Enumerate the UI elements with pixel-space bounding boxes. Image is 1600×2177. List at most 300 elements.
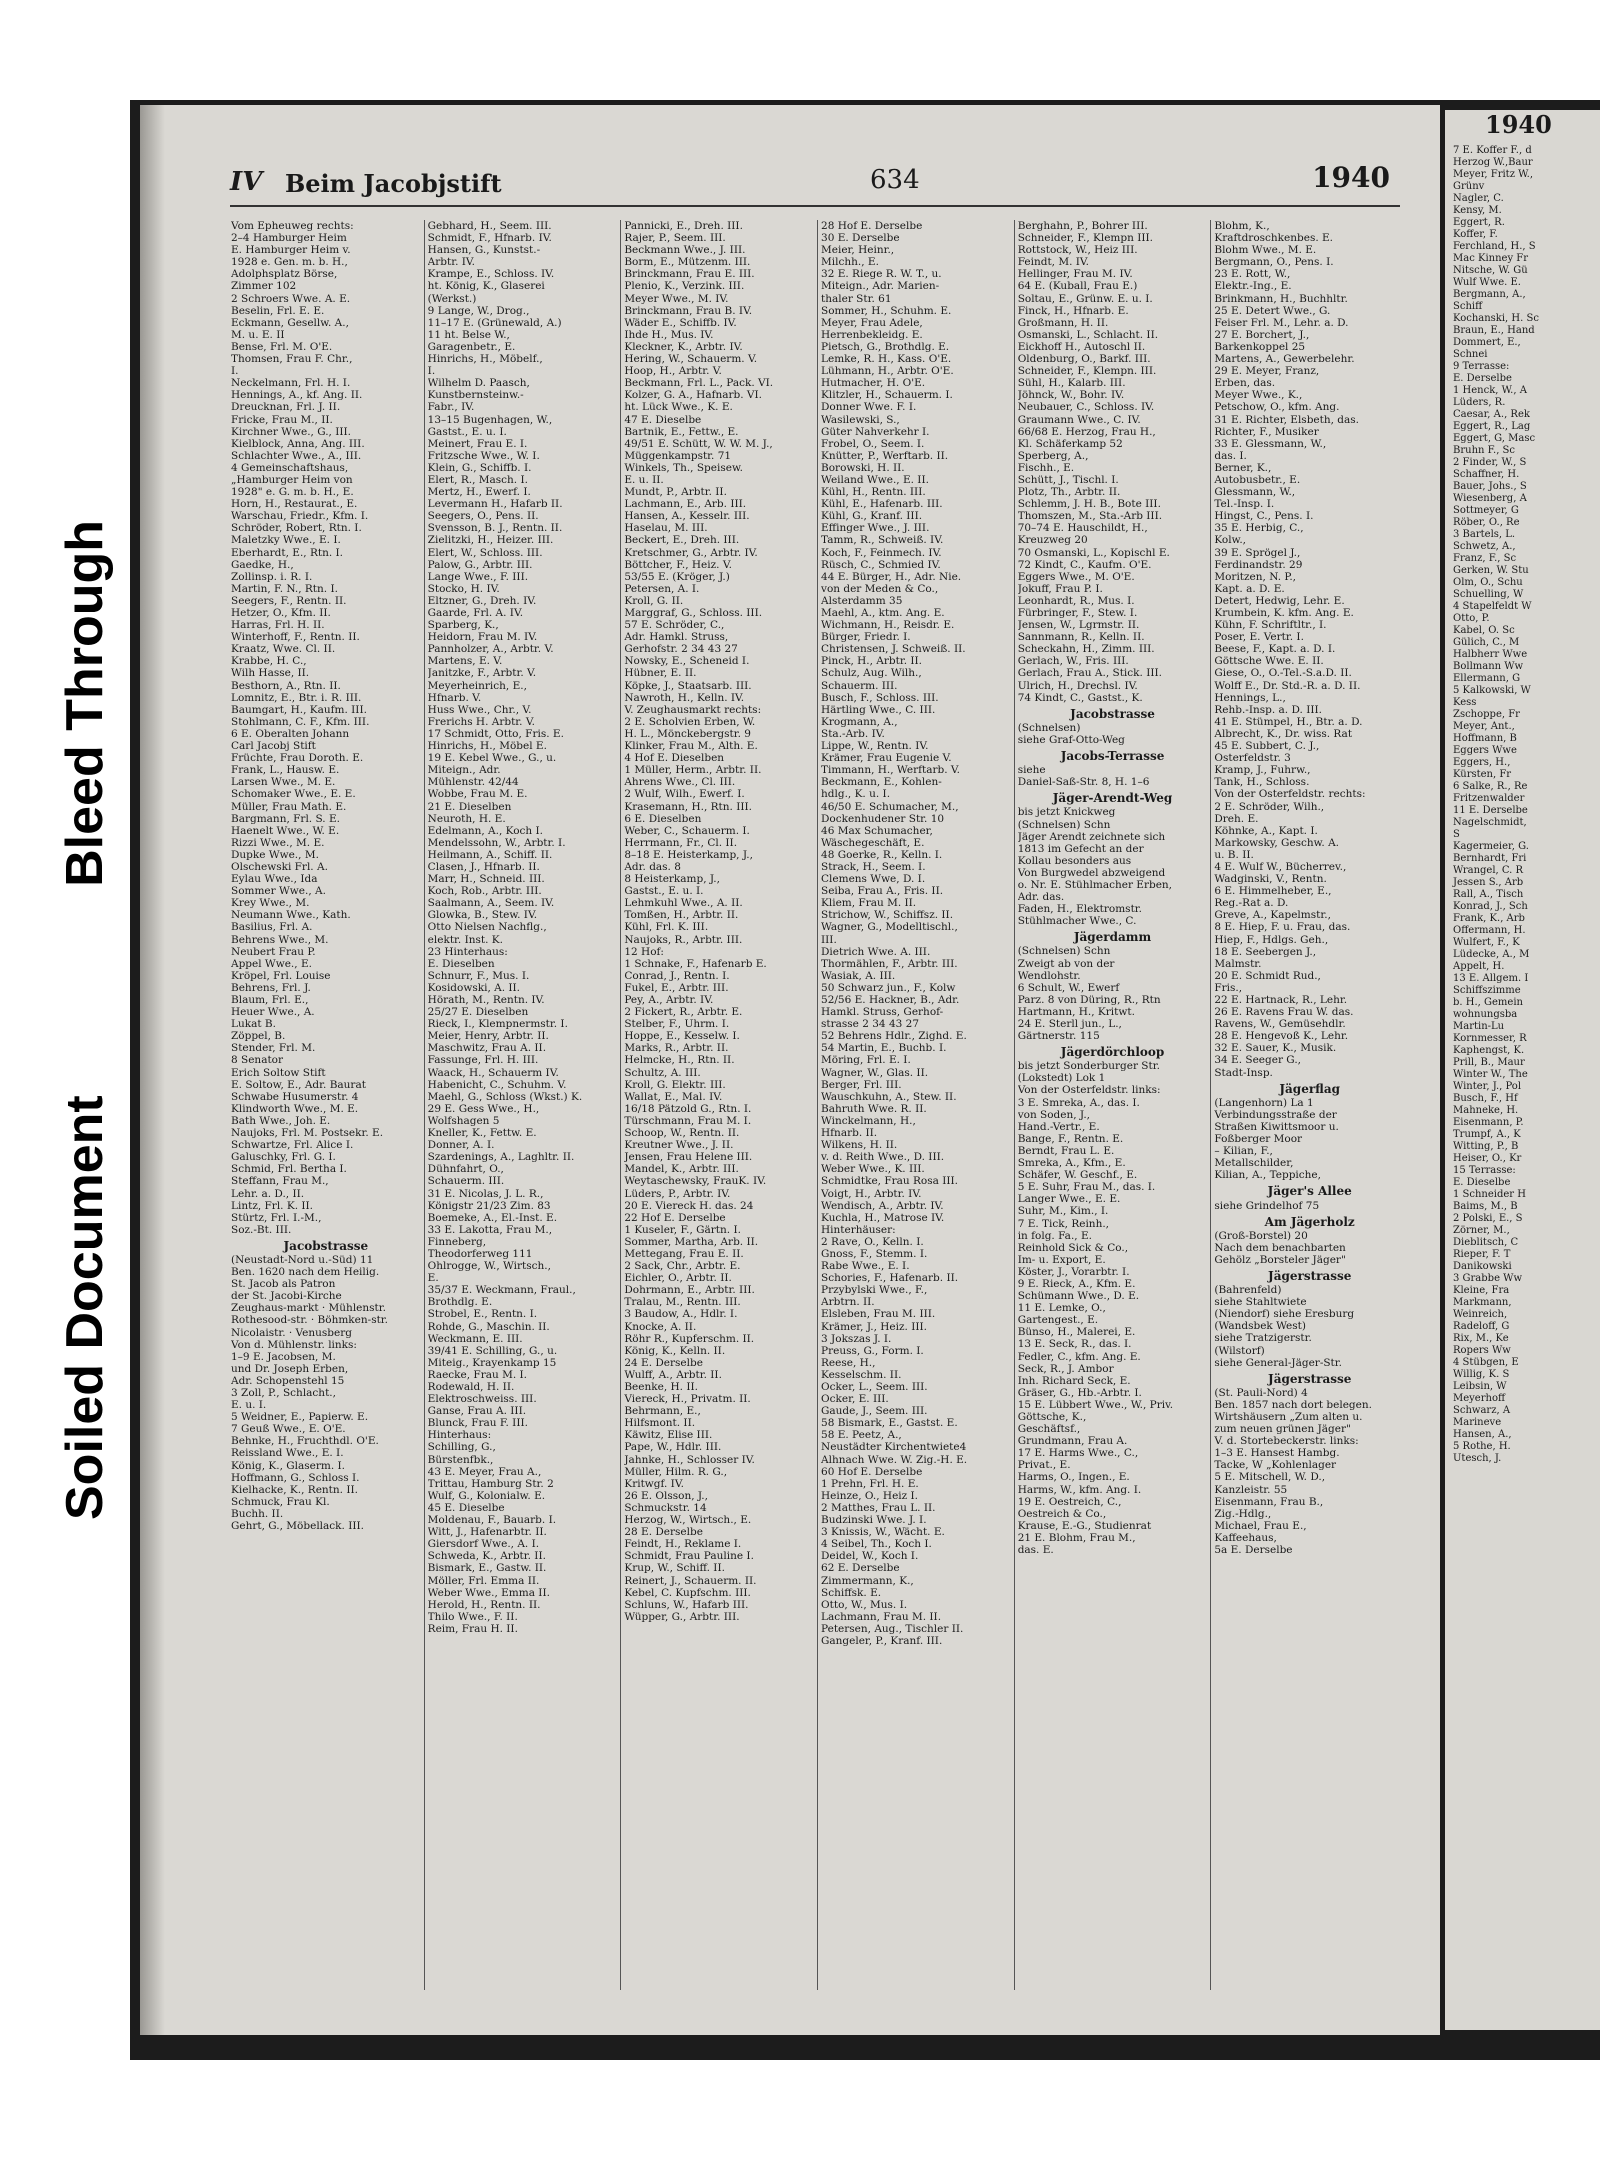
entry-line: 31 E. Richter, Elsbeth, das. <box>1214 413 1359 426</box>
entry-line: Kritwgf. IV. <box>624 1477 684 1490</box>
page-gutter-shade <box>140 105 165 2035</box>
next-page-line: Weinreich, <box>1453 1309 1508 1320</box>
entry-line: Rodewald, H. II. <box>427 1381 515 1393</box>
entry-line: 6 Schult, W., Ewerf <box>1017 981 1120 994</box>
entry-line: Pape, W., Hdlr. III. <box>624 1441 722 1454</box>
entry-line: Vom Epheuweg rechts: <box>231 220 354 232</box>
entry-line: Parz. 8 von Düring, R., Rtn <box>1017 993 1161 1006</box>
entry-line: Berghahn, P., Bohrer III. <box>1017 220 1148 232</box>
entry-line: Schiffsk. E. <box>821 1586 882 1599</box>
entry-line: Erben, das. <box>1214 377 1276 390</box>
entry-line: Jensen, W., Lgrmstr. II. <box>1017 619 1140 632</box>
entry-line: Wäder E., Schiffb. IV. <box>624 316 737 329</box>
entry-line: Weber, C., Schauerm. I. <box>624 824 750 837</box>
next-page-line: Kess <box>1453 697 1477 708</box>
entry-line: Heidorn, Frau M. IV. <box>427 631 538 644</box>
entry-line: 2 E. Schröder, Wilh., <box>1214 800 1325 813</box>
next-page-line: 4 Stübgen, E <box>1453 1357 1519 1368</box>
entry-line: Wilkens, H. II. <box>821 1139 898 1152</box>
entry-line: Tel.-Insp. I. <box>1214 498 1275 511</box>
entry-line: Schmuckstr. 14 <box>624 1501 707 1514</box>
entry-line: Tomßen, H., Arbtr. II. <box>624 909 739 922</box>
entry-line: Habenicht, C., Schuhm. V. <box>427 1078 567 1091</box>
next-page-line: Meyerhoff <box>1453 1393 1506 1404</box>
entry-line: Reese, H., <box>821 1356 876 1369</box>
entry-line: Knocke, A. II. <box>624 1320 697 1333</box>
entry-line: Viereck, H., Privatm. II. <box>624 1393 751 1406</box>
entry-line: Schwartze, Frl. Alice I. <box>231 1139 354 1152</box>
entry-line: „Hamburger Heim von <box>231 473 353 486</box>
entry-line: Rieck, I., Klempnermstr. I. <box>427 1018 568 1031</box>
entry-line: Maschwitz, Frau A. II. <box>427 1042 547 1055</box>
entry-line: 39 E. Sprögel J., <box>1214 546 1301 559</box>
entry-line: Wulff, A., Arbtr. II. <box>624 1368 722 1381</box>
entry-line: Seiba, Frau A., Fris. II. <box>821 885 944 898</box>
entry-line: E. u. I. <box>231 1399 267 1412</box>
entry-line: Meyer, Frau Adele, <box>821 316 923 329</box>
entry-line: Wagner, W., Glas. II. <box>821 1066 929 1079</box>
entry-line: Petschow, O., kfm. Ang. <box>1214 401 1340 414</box>
entry-line: Huss Wwe., Chr., V. <box>427 703 532 716</box>
next-page-line: wohnungsba <box>1453 1009 1518 1020</box>
entry-line: das. E. <box>1017 1544 1054 1557</box>
entry-line: Schütt, J., Tischl. I. <box>1017 473 1119 486</box>
entry-line: Fedler, C., kfm. Ang. E. <box>1017 1350 1141 1363</box>
entry-line: Eckmann, Gesellw. A., <box>231 316 349 329</box>
entry-line: Stürtz, Frl. I.-M., <box>231 1211 322 1224</box>
entry-line: Buchh. II. <box>231 1507 284 1520</box>
entry-line: 9 E. Rieck, A., Kfm. E. <box>1017 1277 1136 1290</box>
entry-line: 70 Osmanski, L., Kopischl E. <box>1017 546 1170 559</box>
entry-line: 2 E. Scholvien Erben, W. <box>624 715 756 728</box>
next-page-line: S <box>1453 829 1460 840</box>
entry-line: 5 E. Suhr, Frau M., das. I. <box>1017 1181 1156 1194</box>
entry-line: Markowsky, Geschw. A. <box>1214 836 1339 849</box>
entry-line: Grundmann, Frau A. <box>1017 1435 1128 1448</box>
entry-line: Blohm Wwe., M. E. <box>1214 244 1317 257</box>
entry-line: Hansen, G., Kunstst.- <box>427 244 541 257</box>
entry-line: Erich Soltow Stift <box>231 1066 326 1079</box>
entry-line: Palow, G., Arbtr. III. <box>427 558 533 571</box>
entry-line: Theodorferweg 111 <box>427 1247 533 1260</box>
entry-line: Beselin, Frl. E. E. <box>231 304 325 317</box>
entry-line: (Schnelsen) <box>1017 721 1081 734</box>
entry-line: Rajer, P., Seem. III. <box>624 232 726 245</box>
entry-line: Christensen, J. Schweiß. II. <box>821 643 966 656</box>
entry-line: Zimmer 102 <box>231 280 297 293</box>
entry-line: 2 Wulf, Wilh., Ewerf. I. <box>624 788 745 801</box>
entry-line: Malmstr. <box>1214 957 1262 970</box>
entry-line: 49/51 E. Schütt, W. W. M. J., <box>624 437 773 450</box>
entry-line: 28 E. Hengevoß K., Lehr. <box>1214 1030 1349 1043</box>
entry-line: Kraftdroschkenbes. E. <box>1214 232 1334 245</box>
entry-line: Schultz, A. III. <box>624 1066 701 1079</box>
entry-line: Sommer, H., Schuhm. E. <box>821 304 952 317</box>
entry-line: Neubert Frau P. <box>231 945 316 958</box>
entry-line: Ocker, L., Seem. III. <box>821 1381 928 1393</box>
entry-line: Dupke Wwe., M. <box>231 848 319 861</box>
entry-line: Barkenkoppel 25 <box>1214 340 1306 353</box>
entry-line: 2 Sack, Chr., Arbtr. E. <box>624 1260 741 1273</box>
entry-line: 7 Geuß Wwe., E. O'E. <box>231 1423 346 1436</box>
next-page-line: Willig, K. S <box>1453 1369 1510 1380</box>
next-page-line: 3 Bartels, L. <box>1453 529 1516 540</box>
entry-line: Strobel, E., Rentn. I. <box>427 1308 538 1321</box>
entry-line: Ahrens Wwe., Cl. III. <box>624 776 736 789</box>
entry-line: Härtling Wwe., C. III. <box>821 703 936 716</box>
entry-line: Müggenkampstr. 71 <box>624 449 732 462</box>
entry-line: 35/37 E. Weckmann, Fraul., <box>427 1284 576 1297</box>
entry-line: Fukel, E., Arbtr. III. <box>624 981 729 994</box>
entry-line: bis jetzt Sonderburger Str. <box>1017 1060 1160 1073</box>
entry-line: siehe General-Jäger-Str. <box>1214 1356 1342 1369</box>
entry-line: Weytaschewsky, FrauK. IV. <box>624 1175 767 1188</box>
entry-line: Klitzler, H., Schauerm. I. <box>821 389 953 402</box>
entry-line: Wadginski, V., Rentn. <box>1214 873 1327 886</box>
column-6 <box>1211 220 1408 1990</box>
entry-line: Olschewski Frl. A. <box>231 860 328 873</box>
entry-line: Reg.-Rat a. D. <box>1214 897 1289 910</box>
column-3 <box>621 220 818 1990</box>
entry-line: Fabr., IV. <box>427 401 475 414</box>
next-page-line: Kochanski, H. Sc <box>1453 313 1539 324</box>
entry-line: 70–74 E. Hauschildt, H., <box>1017 522 1148 535</box>
entry-line: Dühnfahrt, O., <box>427 1163 504 1176</box>
entry-line: 1928" e. G. m. b. H., E. <box>231 486 354 499</box>
entry-line: Brinkmann, H., Buchhltr. <box>1214 292 1348 305</box>
entry-line: 26 E. Ravens Frau W. das. <box>1214 1006 1354 1019</box>
entry-line: Hinrichs, H., Möbel E. <box>427 740 547 753</box>
entry-line: Sommer, Martha, Arb. II. <box>624 1235 759 1248</box>
entry-line: Heinze, O., Heiz I. <box>821 1489 919 1502</box>
next-page-line: Bollmann Ww <box>1453 661 1524 672</box>
entry-line: Kröpel, Frl. Louise <box>231 969 331 982</box>
entry-line: E. Dieselben <box>427 957 495 970</box>
entry-line: Soltau, E., Grünw. E. u. I. <box>1017 292 1153 305</box>
entry-line: Mettegang, Frau E. II. <box>624 1247 744 1260</box>
entry-line: Eickhoff H., Autoschl II. <box>1017 340 1146 353</box>
next-page-line: Gerken, W. Stu <box>1453 565 1529 576</box>
entry-line: Haselau, M. III. <box>624 522 708 535</box>
entry-line: Schluns, W., Hafarb III. <box>624 1598 749 1611</box>
next-page-line: Trumpf, A., K <box>1453 1129 1521 1140</box>
entry-line: 17 E. Harms Wwe., C., <box>1017 1447 1139 1460</box>
entry-line: Fassunge, Frl. H. III. <box>427 1054 539 1067</box>
next-page-line: Grünv <box>1453 181 1485 192</box>
entry-line: Wobbe, Frau M. E. <box>427 788 528 801</box>
next-page-line: Kürsten, Fr <box>1453 769 1512 780</box>
entry-line: Wagner, G., Modelltischl., <box>821 921 958 934</box>
entry-line: Meyer Wwe., M. IV. <box>624 292 729 305</box>
entry-line: Kaffeehaus, <box>1214 1531 1277 1544</box>
entry-line: 6 E. Oberalten Johann <box>231 727 350 740</box>
entry-line: 57 E. Schröder, C., <box>624 619 725 632</box>
street-heading: Jägerdamm <box>1073 930 1152 945</box>
entry-line: Meyer Wwe., K., <box>1214 389 1303 402</box>
street-heading: Jacobs-Terrasse <box>1060 749 1165 764</box>
entry-line: Larsen Wwe., M. E. <box>231 776 336 789</box>
next-page-line: Gülich, C., M <box>1453 637 1520 648</box>
entry-line: Elert, R., Masch. I. <box>427 473 528 486</box>
entry-line: Moldenau, F., Bauarb. I. <box>427 1514 557 1527</box>
entry-line: Petersen, Aug., Tischler II. <box>821 1622 964 1635</box>
entry-line: Kapt. a. D. E. <box>1214 582 1285 595</box>
entry-line: Feindt, H., Reklame I. <box>624 1538 742 1551</box>
entry-line: Bismark, E., Gastw. II. <box>427 1562 547 1575</box>
entry-line: König, K., Kelln. II. <box>624 1344 726 1357</box>
entry-line: Eberhardt, E., Rtn. I. <box>231 546 344 559</box>
entry-line: Meier, Heinr., <box>821 244 895 257</box>
entry-line: Borm, E., Mützenm. III. <box>624 256 751 269</box>
entry-line: Ocker, E. III. <box>821 1393 889 1406</box>
entry-line: 8 Heisterkamp, J., <box>624 873 720 886</box>
column-2 <box>425 220 622 1990</box>
next-page-line: 1 Schneider H <box>1453 1189 1526 1200</box>
next-page-line: Koffer, F. <box>1453 229 1498 240</box>
entry-line: H. L., Mönckebergstr. 9 <box>624 727 751 740</box>
entry-line: Lemke, R. H., Kass. O'E. <box>821 353 952 366</box>
next-page-line: Lüders, R. <box>1453 397 1506 408</box>
entry-line: Seegers, O., Pens. II. <box>427 510 539 523</box>
entry-line: Kliem, Frau M. II. <box>821 897 917 910</box>
entry-line: Knütter, P., Werftarb. II. <box>821 449 949 462</box>
entry-line: 32 E. Sauer, K., Musik. <box>1214 1042 1337 1055</box>
entry-line: Schories, F., Hafenarb. II. <box>821 1272 959 1285</box>
entry-line: 6 E. Dieselben <box>624 812 702 825</box>
entry-line: Szardenings, A., Laghltr. II. <box>427 1151 575 1164</box>
entry-line: Wäschegeschäft, E. <box>821 836 925 849</box>
entry-line: Kanzleistr. 55 <box>1214 1483 1288 1496</box>
entry-line: Schneider, F., Klempn. III. <box>1017 365 1157 378</box>
entry-line: 6 E. Himmelheber, E., <box>1214 885 1332 898</box>
entry-line: Schauerm. III. <box>821 679 898 692</box>
entry-line: 5 Weidner, E., Papierw. E. <box>231 1411 369 1424</box>
entry-line: Wilh Hasse, II. <box>231 667 310 680</box>
entry-line: 22 Hof E. Derselbe <box>624 1211 726 1224</box>
entry-line: Käwitz, Elise III. <box>624 1429 713 1442</box>
entry-line: Galuschky, Frl. G. I. <box>231 1151 336 1164</box>
entry-line: Krup, W., Schiff. II. <box>624 1562 725 1575</box>
entry-line: Schilling, G., <box>427 1441 496 1454</box>
entry-line: Wasiak, A. III. <box>821 969 896 982</box>
entry-line: E. Hamburger Heim v. <box>231 244 351 257</box>
entry-line: Zielitzki, H., Heizer. III. <box>427 534 554 547</box>
entry-line: Lüders, P., Arbtr. IV. <box>624 1187 731 1200</box>
entry-line: Gaedke, H., <box>231 558 294 571</box>
next-page-line: Schiffszimme <box>1453 985 1521 996</box>
entry-line: Hinterhäuser: <box>821 1223 896 1236</box>
entry-line: Soz.-Bt. III. <box>231 1223 292 1236</box>
entry-line: Detert, Hedwig, Lehr. E. <box>1214 594 1345 607</box>
entry-line: Herzog, W., Wirtsch., E. <box>624 1514 752 1527</box>
entry-line: Krumbein, K. kfm. Ang. E. <box>1214 607 1354 619</box>
column-1 <box>228 220 425 1990</box>
entry-line: Hellinger, Frau M. IV. <box>1017 268 1133 281</box>
entry-line: Reim, Frau H. II. <box>427 1622 518 1635</box>
entry-line: Fritzsche Wwe., W. I. <box>427 449 540 462</box>
entry-line: 47 E. Dieselbe <box>624 413 702 426</box>
street-heading: Jägerstrasse <box>1268 1371 1352 1386</box>
entry-line: Feiser Frl. M., Lehr. a. D. <box>1214 316 1349 329</box>
next-page-line: Olm, O., Schu <box>1453 577 1523 588</box>
entry-line: (Bahrenfeld) <box>1214 1284 1282 1297</box>
next-page-line: Wulfert, F., K <box>1453 937 1520 948</box>
entry-line: 2 Matthes, Frau L. II. <box>821 1501 936 1514</box>
entry-line: Kühl, Frl. K. III. <box>624 921 709 934</box>
entry-line: Hilfsmont. II. <box>624 1417 696 1430</box>
entry-line: Eisenmann, Frau B., <box>1214 1495 1324 1508</box>
entry-line: Hartmann, H., Kritwt. <box>1017 1005 1135 1018</box>
entry-line: Mandel, K., Arbtr. III. <box>624 1163 739 1176</box>
next-page-line: Mac Kinney Fr <box>1453 253 1528 264</box>
entry-line: Hfnarb. V. <box>427 691 482 704</box>
entry-line: Klein, G., Schiffb. I. <box>427 461 532 474</box>
entry-line: Schümann Wwe., D. E. <box>1017 1290 1140 1303</box>
entry-line: Lange Wwe., F. III. <box>427 570 529 583</box>
entry-line: 11 E. Lemke, O., <box>1017 1302 1106 1315</box>
entry-line: Von der Osterfeldstr. rechts: <box>1214 788 1366 801</box>
entry-line: 23 E. Rott, W., <box>1214 268 1291 281</box>
entry-line: Zollinsp. i. R. I. <box>231 570 313 583</box>
entry-line: Hoffmann, G., Schloss I. <box>231 1471 360 1484</box>
entry-line: Appel Wwe., E. <box>231 957 312 970</box>
entry-line: 24 E. Derselbe <box>624 1356 703 1369</box>
entry-line: Königstr 21/23 Zim. 83 <box>427 1199 551 1212</box>
entry-line: Jäger Arendt zeichnete sich <box>1017 830 1166 843</box>
entry-line: Krämer, Frau Eugenie V. <box>821 752 952 765</box>
entry-line: 3 Baudow, A., Hdlr. I. <box>624 1308 738 1321</box>
entry-line: Großmann, H. II. <box>1017 316 1109 329</box>
entry-line: Hennings, A., kf. Ang. II. <box>231 389 363 402</box>
entry-line: 53/55 E. (Kröger, J.) <box>624 570 730 583</box>
entry-line: Neuroth, H. E. <box>427 812 506 825</box>
next-page-line: Eisenmann, P. <box>1453 1117 1524 1128</box>
entry-line: Harras, Frl. H. II. <box>231 619 325 632</box>
entry-line: Helmcke, H., Rtn. II. <box>624 1054 735 1067</box>
entry-line: Hübner, E. II. <box>624 667 697 680</box>
next-page-line: Winter, J., Pol <box>1453 1081 1522 1092</box>
entry-line: Clasen, J., Hfnarb. II. <box>427 860 540 873</box>
next-page-line: 5 Rothe, H. <box>1453 1441 1511 1452</box>
entry-line: Kühn, F. Schriftltr., I. <box>1214 619 1327 632</box>
next-page-line: Zörner, M., <box>1453 1225 1510 1236</box>
entry-line: 33 E. Lakotta, Frau M., <box>427 1223 553 1236</box>
entry-line: Lehmkuhl Wwe., A. II. <box>624 897 743 910</box>
entry-line: Lachmann, Frau M. II. <box>821 1610 942 1623</box>
entry-line: 15 E. Lübbert Wwe., W., Priv. <box>1017 1398 1174 1411</box>
entry-line: hdlg., K. u. I. <box>821 788 891 801</box>
entry-line: Beckmann, Frl. L., Pack. VI. <box>624 377 774 390</box>
entry-line: Eltzner, G., Dreh. IV. <box>427 594 537 607</box>
entry-line: Koch, F., Feinmech. IV. <box>821 546 942 559</box>
entry-line: Stelber, F., Uhrm. I. <box>624 1018 730 1031</box>
entry-line: Marr, H., Schneid. III. <box>427 873 545 886</box>
entry-line: 22 E. Hartnack, R., Lehr. <box>1214 994 1348 1006</box>
next-page-line: 4 Stapelfeldt W <box>1453 601 1532 612</box>
entry-line: Rohde, G., Maschin. II. <box>427 1320 550 1333</box>
entry-line: Zimmermann, K., <box>821 1574 914 1587</box>
entry-line: Kosidowski, A. II. <box>427 981 521 994</box>
entry-line: Otto, W., Mus. I. <box>821 1598 908 1611</box>
entry-line: zum neuen grünen Jäger" <box>1214 1423 1351 1436</box>
entry-line: Reinert, J., Schauerm. II. <box>624 1574 757 1587</box>
entry-line: Dietrich Wwe. A. III. <box>821 945 931 958</box>
entry-line: Klindworth Wwe., M. E. <box>231 1102 359 1115</box>
entry-line: Zöppel, B. <box>231 1030 286 1043</box>
next-page-line: Radeloff, G <box>1453 1321 1510 1332</box>
entry-line: von Soden, J., <box>1017 1108 1090 1121</box>
entry-line: Seegers, F., Rentn. II. <box>231 594 347 607</box>
next-page-line: Busch, F., Hf <box>1453 1093 1518 1104</box>
entry-line: 35 E. Herbig, C., <box>1214 522 1304 535</box>
entry-line: Tacke, W „Kohlenlager <box>1214 1459 1337 1472</box>
entry-line: Janitzke, F., Arbtr. V. <box>427 667 537 680</box>
next-page-line: Kornmesser, R <box>1453 1033 1527 1044</box>
entry-line: Kollau besonders aus <box>1017 854 1132 867</box>
entry-line: 45 E. Dieselbe <box>427 1501 505 1514</box>
entry-line: Rizzi Wwe., M. E. <box>231 836 325 849</box>
entry-line: 2 Schroers Wwe. A. E. <box>231 292 351 305</box>
entry-line: Warschau, Friedr., Kfm. I. <box>231 510 369 523</box>
next-page-line: Eggers Wwe <box>1453 745 1517 756</box>
entry-line: Giersdorf Wwe., A. I. <box>427 1538 540 1551</box>
entry-line: Krause, E.-G., Studienrat <box>1017 1519 1152 1532</box>
entry-line: Conrad, J., Rentn. I. <box>624 969 730 982</box>
entry-line: Kirchner Wwe., G., III. <box>231 425 352 438</box>
next-page-line: Kleine, Fra <box>1453 1285 1510 1296</box>
entry-line: Koch, Rob., Arbtr. III. <box>427 885 542 898</box>
entry-line: Schmid, Frl. Bertha I. <box>231 1163 347 1176</box>
entry-line: Krey Wwe., M. <box>231 897 310 910</box>
entry-line: 32 E. Riege R. W. T., u. <box>821 268 942 281</box>
entry-line: Rabe Wwe., E. I. <box>821 1260 910 1273</box>
entry-line: Kolw., <box>1214 534 1247 547</box>
entry-line: Bahruth Wwe. R. II. <box>821 1102 927 1115</box>
entry-line: Graumann Wwe., C. IV. <box>1017 413 1141 426</box>
entry-line: Lukat B. <box>231 1018 276 1031</box>
entry-line: Berner, K., <box>1214 461 1272 474</box>
next-page-line: Zschoppe, Fr <box>1453 709 1520 720</box>
entry-line: Bartnik, E., Fettw., E. <box>624 425 739 438</box>
entry-line: Alsterdamm 35 <box>821 594 903 607</box>
entry-line: 46/50 E. Schumacher, M., <box>821 800 959 813</box>
entry-line: Oldenburg, O., Barkf. III. <box>1017 353 1151 366</box>
next-page-line: Schuelling, W <box>1453 589 1524 600</box>
entry-line: Miteign., Adr. <box>427 764 501 777</box>
entry-line: Lomnitz, E., Btr. i. R. III. <box>231 691 362 704</box>
entry-line: Daniel-Saß-Str. 8, H. 1–6 <box>1017 776 1150 789</box>
entry-line: 28 E. Derselbe <box>624 1526 703 1539</box>
entry-line: Plenio, K., Verzink. III. <box>624 280 745 293</box>
entry-line: Adolphsplatz Börse, <box>231 268 338 281</box>
next-page-line: Eggert, G, Masc <box>1453 433 1536 444</box>
entry-line: Ulrich, H., Drechsl. IV. <box>1017 679 1138 692</box>
entry-line: Hingst, C., Pens. I. <box>1214 510 1314 523</box>
entry-line: Lachmann, E., Arb. III. <box>624 498 747 511</box>
entry-line: Hansen, A., Kesselr. III. <box>624 510 750 523</box>
directory-page <box>140 105 1440 2035</box>
entry-line: Sta.-Arb. IV. <box>821 727 885 740</box>
entry-line: Hering, W., Schauerm. V. <box>624 353 758 366</box>
entry-line: Finneberg, <box>427 1235 487 1248</box>
entry-line: Hörath, M., Rentn. IV. <box>427 994 545 1006</box>
entry-line: Elektroschweiss. III. <box>427 1393 537 1406</box>
entry-line: Neumann Wwe., Kath. <box>231 909 351 922</box>
entry-line: 1 Schnake, F., Hafenarb E. <box>624 957 767 970</box>
entry-line: 74 Kindt, C., Gastst., K. <box>1017 691 1143 704</box>
entry-line: (Langenhorn) La 1 <box>1214 1096 1314 1109</box>
entry-line: Kl. Schäferkamp 52 <box>1017 437 1123 450</box>
